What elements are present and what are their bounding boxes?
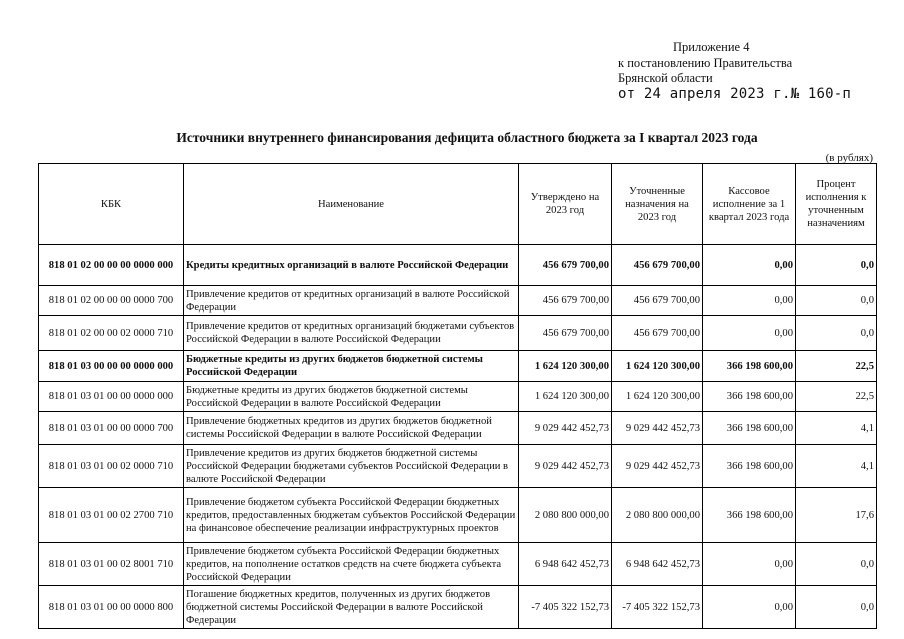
cash-cell: 0,00 bbox=[703, 586, 796, 629]
header-name: Наименование bbox=[184, 164, 519, 245]
approved-cell: 456 679 700,00 bbox=[519, 286, 612, 316]
appendix-date-number: от 24 апреля 2023 г.№ 160-п bbox=[618, 85, 851, 102]
percent-cell: 22,5 bbox=[796, 351, 877, 382]
revised-cell: 1 624 120 300,00 bbox=[612, 351, 703, 382]
approved-cell: -7 405 322 152,73 bbox=[519, 586, 612, 629]
name-cell: Привлечение бюджетом субъекта Российской Федерации бюджетных кредитов, предоставленных бюджетам субъектов Российской Федерации на финансовое обеспечение реализации инфраструктурных проектов bbox=[184, 488, 519, 543]
cash-cell: 0,00 bbox=[703, 245, 796, 286]
approved-cell: 6 948 642 452,73 bbox=[519, 543, 612, 586]
table-row bbox=[39, 245, 877, 286]
kbk-cell: 818 01 03 01 00 00 0000 700 bbox=[39, 412, 184, 445]
approved-cell: 1 624 120 300,00 bbox=[519, 351, 612, 382]
name-cell: Погашение бюджетных кредитов, полученных из других бюджетов бюджетной системы Российской Федерации в валюте Российской Федерации bbox=[184, 586, 519, 629]
cash-cell: 366 198 600,00 bbox=[703, 382, 796, 412]
name-cell: Привлечение кредитов от кредитных организаций бюджетами субъектов Российской Федерации в валюте Российской Федерации bbox=[184, 316, 519, 351]
unit-note: (в рублях) bbox=[825, 152, 873, 164]
revised-cell: 6 948 642 452,73 bbox=[612, 543, 703, 586]
kbk-cell: 818 01 02 00 00 02 0000 710 bbox=[39, 316, 184, 351]
revised-cell: 456 679 700,00 bbox=[612, 286, 703, 316]
appendix-decree: к постановлению Правительства bbox=[618, 55, 793, 70]
percent-cell: 0,0 bbox=[796, 286, 877, 316]
percent-cell: 17,6 bbox=[796, 488, 877, 543]
percent-cell: 0,0 bbox=[796, 586, 877, 629]
kbk-cell: 818 01 03 01 00 02 8001 710 bbox=[39, 543, 184, 586]
header-approved: Утверждено на 2023 год bbox=[519, 164, 612, 245]
kbk-cell: 818 01 02 00 00 00 0000 700 bbox=[39, 286, 184, 316]
revised-cell: 1 624 120 300,00 bbox=[612, 382, 703, 412]
revised-cell: 2 080 800 000,00 bbox=[612, 488, 703, 543]
revised-cell: 456 679 700,00 bbox=[612, 316, 703, 351]
approved-cell: 456 679 700,00 bbox=[519, 245, 612, 286]
kbk-cell: 818 01 03 01 00 02 0000 710 bbox=[39, 445, 184, 488]
cash-cell: 0,00 bbox=[703, 543, 796, 586]
revised-cell: 9 029 442 452,73 bbox=[612, 445, 703, 488]
table-row bbox=[39, 445, 877, 488]
name-cell: Кредиты кредитных организаций в валюте Российской Федерации bbox=[184, 245, 519, 286]
cash-cell: 366 198 600,00 bbox=[703, 445, 796, 488]
revised-cell: -7 405 322 152,73 bbox=[612, 586, 703, 629]
name-cell: Бюджетные кредиты из других бюджетов бюджетной системы Российской Федерации bbox=[184, 351, 519, 382]
table-row bbox=[39, 382, 877, 412]
appendix-note bbox=[618, 40, 851, 102]
kbk-cell: 818 01 03 00 00 00 0000 000 bbox=[39, 351, 184, 382]
table-header-row bbox=[39, 164, 877, 245]
percent-cell: 22,5 bbox=[796, 382, 877, 412]
table-row bbox=[39, 286, 877, 316]
cash-cell: 366 198 600,00 bbox=[703, 488, 796, 543]
header-percent: Процент исполнения к уточненным назначениям bbox=[796, 164, 877, 245]
appendix-region: Брянской области bbox=[618, 71, 713, 85]
approved-cell: 9 029 442 452,73 bbox=[519, 412, 612, 445]
table-row bbox=[39, 543, 877, 586]
percent-cell: 4,1 bbox=[796, 445, 877, 488]
document-title: Источники внутреннего финансирования дефицита областного бюджета за I квартал 2023 года bbox=[176, 130, 758, 145]
percent-cell: 4,1 bbox=[796, 412, 877, 445]
cash-cell: 366 198 600,00 bbox=[703, 412, 796, 445]
kbk-cell: 818 01 03 01 00 00 0000 800 bbox=[39, 586, 184, 629]
name-cell: Привлечение бюджетом субъекта Российской Федерации бюджетных кредитов, на пополнение остатков средств на счете бюджета субъекта Российской Федерации bbox=[184, 543, 519, 586]
header-cash: Кассовое исполнение за 1 квартал 2023 года bbox=[703, 164, 796, 245]
revised-cell: 9 029 442 452,73 bbox=[612, 412, 703, 445]
name-cell: Привлечение кредитов из других бюджетов бюджетной системы Российской Федерации бюджетами субъектов Российской Федерации в валюте Российской Федерации bbox=[184, 445, 519, 488]
kbk-cell: 818 01 03 01 00 02 2700 710 bbox=[39, 488, 184, 543]
cash-cell: 366 198 600,00 bbox=[703, 351, 796, 382]
table-row bbox=[39, 586, 877, 629]
table-row bbox=[39, 412, 877, 445]
table-row bbox=[39, 316, 877, 351]
approved-cell: 1 624 120 300,00 bbox=[519, 382, 612, 412]
kbk-cell: 818 01 03 01 00 00 0000 000 bbox=[39, 382, 184, 412]
cash-cell: 0,00 bbox=[703, 316, 796, 351]
financing-sources-table bbox=[38, 163, 877, 629]
appendix-number: Приложение 4 bbox=[673, 40, 750, 54]
header-kbk: КБК bbox=[39, 164, 184, 245]
kbk-cell: 818 01 02 00 00 00 0000 000 bbox=[39, 245, 184, 286]
name-cell: Бюджетные кредиты из других бюджетов бюджетной системы Российской Федерации в валюте Российской Федерации bbox=[184, 382, 519, 412]
table-row bbox=[39, 351, 877, 382]
approved-cell: 456 679 700,00 bbox=[519, 316, 612, 351]
cash-cell: 0,00 bbox=[703, 286, 796, 316]
revised-cell: 456 679 700,00 bbox=[612, 245, 703, 286]
percent-cell: 0,0 bbox=[796, 316, 877, 351]
approved-cell: 2 080 800 000,00 bbox=[519, 488, 612, 543]
percent-cell: 0,0 bbox=[796, 543, 877, 586]
table-row bbox=[39, 488, 877, 543]
approved-cell: 9 029 442 452,73 bbox=[519, 445, 612, 488]
name-cell: Привлечение бюджетных кредитов из других бюджетов бюджетной системы Российской Федерации в валюте Российской Федерации bbox=[184, 412, 519, 445]
header-revised: Уточненные назначения на 2023 год bbox=[612, 164, 703, 245]
percent-cell: 0,0 bbox=[796, 245, 877, 286]
name-cell: Привлечение кредитов от кредитных организаций в валюте Российской Федерации bbox=[184, 286, 519, 316]
